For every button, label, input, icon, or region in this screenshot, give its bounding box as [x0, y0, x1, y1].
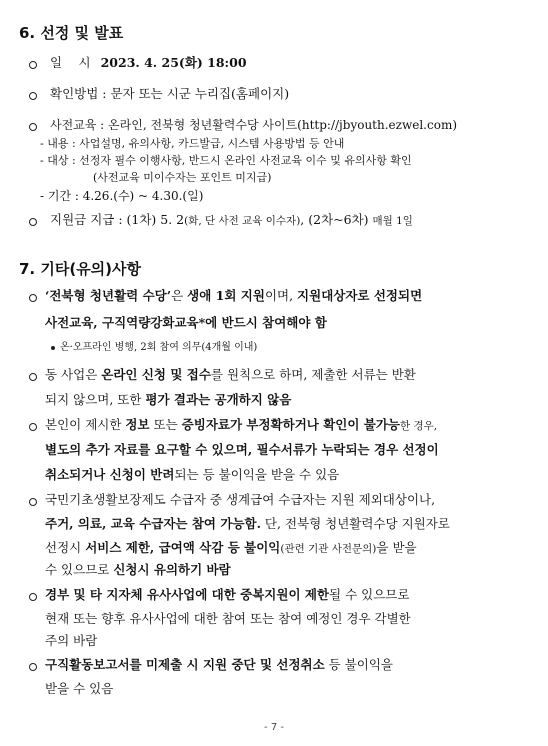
- notice-4-line-1: 국민기초생활보장제도 수급자 중 생계급여 수급자는 지원 제외대상이나,: [45, 492, 436, 507]
- notice-1-note: 온·오프라인 병행, 2회 참여 의무(4개월 이내): [60, 342, 258, 353]
- confirm-method: 확인방법 : 문자 또는 시군 누리집(홈페이지): [50, 86, 290, 101]
- edu-target: - 대상 : 선정자 필수 이행사항, 반드시 온라인 사전교육 이수 및 유의사항 확인: [40, 154, 412, 167]
- circle-bullet-icon: [29, 593, 37, 601]
- page-number: - 7 -: [264, 722, 284, 733]
- circle-bullet-icon: [29, 218, 37, 226]
- section-6-title: 6. 선정 및 발표: [19, 24, 124, 42]
- notice-4-line-4: 수 있으므로 신청시 유의하기 바람: [45, 562, 231, 577]
- payment-schedule: 지원금 지급 : (1차) 5. 2(화, 단 사전 교육 이수자), (2차~6차) 매월 1일: [50, 212, 413, 227]
- notice-1-line-2: 사전교육, 구직역량강화교육*에 반드시 참여해야 함: [45, 315, 327, 330]
- circle-bullet-icon: [29, 61, 37, 69]
- circle-bullet-icon: [29, 123, 37, 131]
- notice-5-line-2: 현재 또는 향후 유사사업에 대한 참여 또는 참여 예정인 경우 각별한: [45, 611, 411, 626]
- circle-bullet-icon: [29, 92, 37, 100]
- notice-3-line-1: 본인이 제시한 정보 또는 증빙자료가 부정확하거나 확인이 불가능한 경우,: [45, 417, 438, 432]
- dot-bullet-icon: [51, 346, 55, 350]
- circle-bullet-icon: [29, 294, 37, 302]
- notice-3-line-3: 취소되거나 신청이 반려되는 등 불이익을 받을 수 있음: [45, 467, 340, 482]
- notice-4-line-2: 주거, 의료, 교육 수급자는 참여 가능함. 단, 전북형 청년활력수당 지원자로: [45, 516, 450, 531]
- notice-5-line-3: 주의 바람: [45, 633, 98, 648]
- circle-bullet-icon: [29, 373, 37, 381]
- notice-2-line-2: 되지 않으며, 또한 평가 결과는 공개하지 않음: [45, 392, 292, 407]
- notice-6-line-2: 받을 수 있음: [45, 681, 114, 696]
- circle-bullet-icon: [29, 498, 37, 506]
- circle-bullet-icon: [29, 663, 37, 671]
- edu-target-note: (사전교육 미이수자는 포인트 미지급): [93, 171, 272, 184]
- edu-content: - 내용 : 사업설명, 유의사항, 카드발급, 시스템 사용방법 등 안내: [40, 137, 345, 150]
- circle-bullet-icon: [29, 423, 37, 431]
- notice-3-line-2: 별도의 추가 자료를 요구할 수 있으며, 필수서류가 누락되는 경우 선정이: [45, 442, 439, 457]
- pre-education: 사전교육 : 온라인, 전북형 청년활력수당 사이트(http://jbyouth.ezwel.com): [50, 118, 457, 132]
- notice-6-line-1: 구직활동보고서를 미제출 시 지원 중단 및 선정취소 등 불이익을: [45, 657, 394, 672]
- announcement-date: 일 시 2023. 4. 25(화) 18:00: [50, 55, 247, 70]
- notice-5-line-1: 경부 및 타 지자체 유사사업에 대한 중복지원이 제한될 수 있으므로: [45, 587, 410, 602]
- section-7-title: 7. 기타(유의)사항: [19, 260, 142, 278]
- edu-period: - 기간 : 4.26.(수) ~ 4.30.(일): [40, 189, 204, 203]
- notice-2-line-1: 동 사업은 온라인 신청 및 접수를 원칙으로 하며, 제출한 서류는 반환: [45, 367, 416, 382]
- notice-4-line-3: 선정시 서비스 제한, 급여액 삭감 등 불이익(관련 기관 사전문의)을 받을: [45, 540, 417, 555]
- notice-1-line-1: ‘전북형 청년활력 수당’은 생애 1회 지원이며, 지원대상자로 선정되면: [45, 288, 423, 303]
